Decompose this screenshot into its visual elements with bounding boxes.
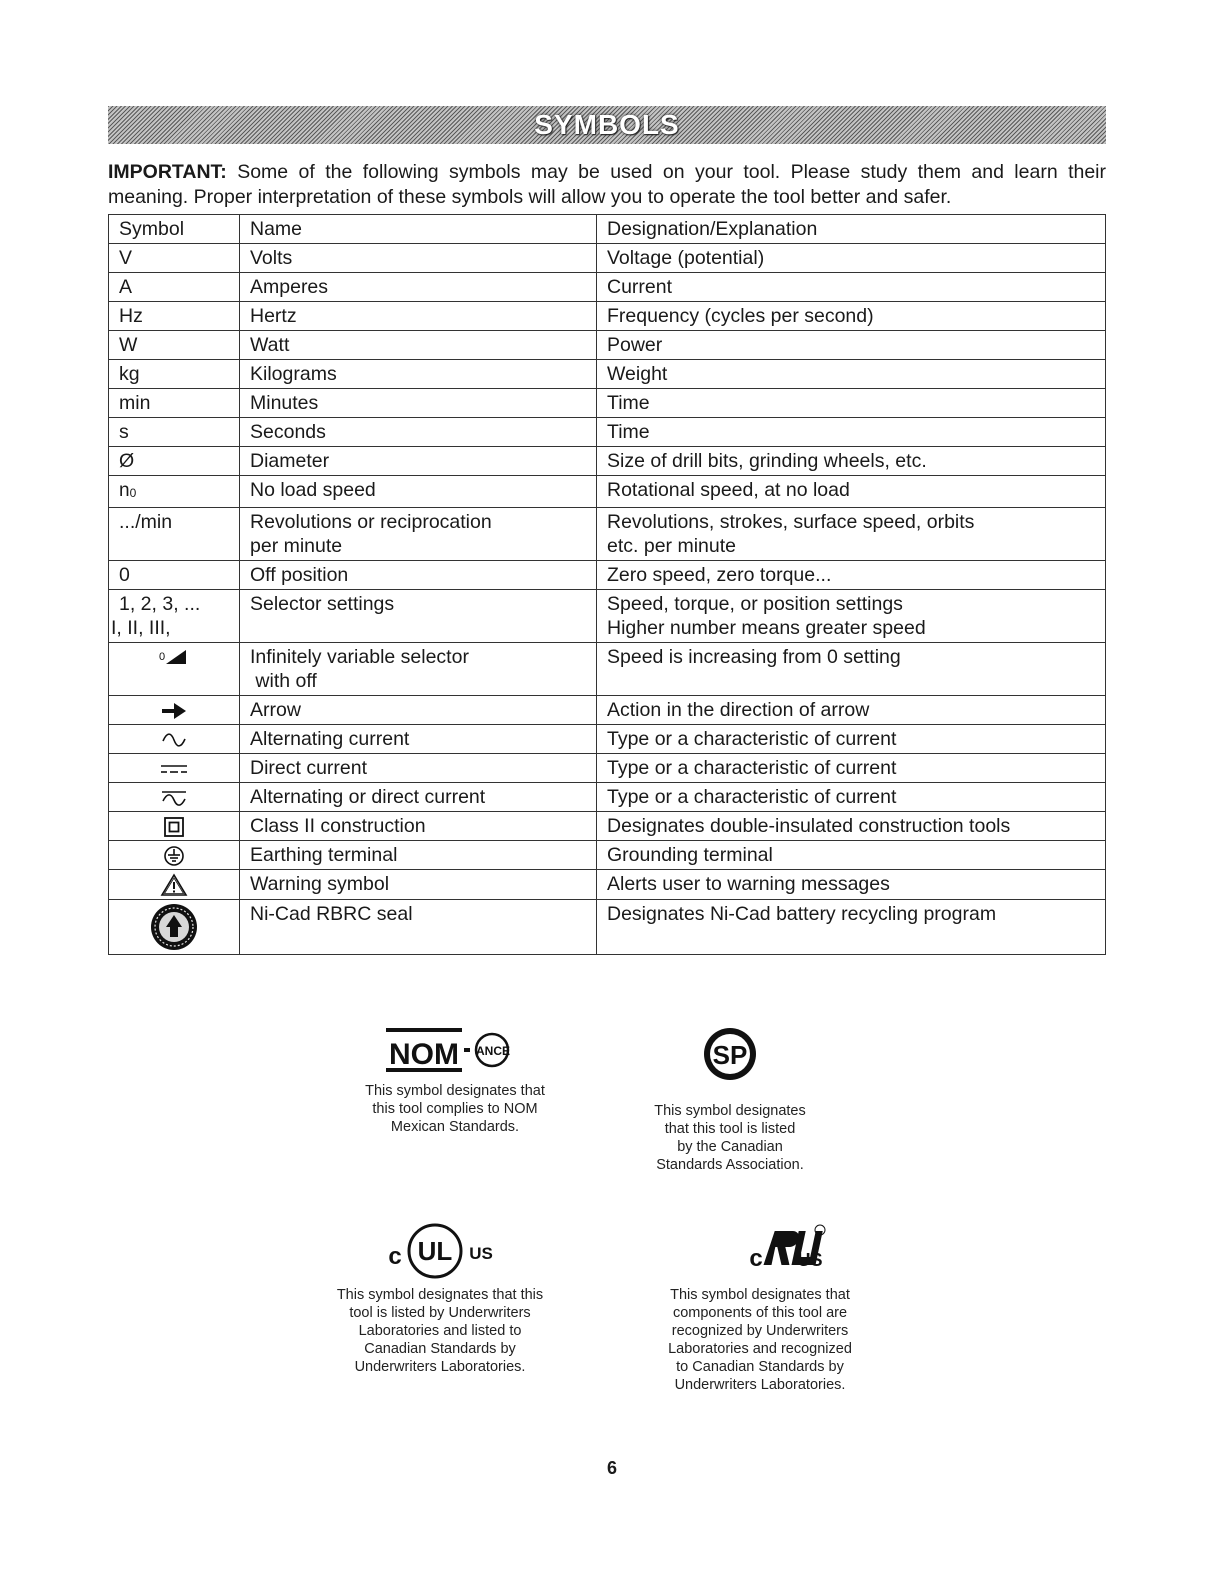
name-cell: Seconds xyxy=(240,418,597,447)
warning-icon xyxy=(160,873,188,897)
symbol-cell: kg xyxy=(109,360,240,389)
arrow-icon xyxy=(160,702,188,720)
name-cell: Kilograms xyxy=(240,360,597,389)
cru-line: Underwriters Laboratories. xyxy=(674,1377,846,1393)
name-cell: No load speed xyxy=(240,476,597,508)
nom-line: Mexican Standards. xyxy=(390,1119,520,1135)
cru-c-text: c xyxy=(749,1245,763,1272)
symbol-cell: Hz xyxy=(109,302,240,331)
designation-cell xyxy=(597,590,1106,643)
designation-line: Higher number means greater speed xyxy=(607,617,926,639)
symbol-cell xyxy=(109,696,240,725)
table-row xyxy=(109,476,1106,508)
table-row xyxy=(109,899,1106,954)
cul-line: Canadian Standards by xyxy=(364,1341,516,1357)
name-cell: Ni-Cad RBRC seal xyxy=(240,899,597,954)
nom-line: this tool complies to NOM xyxy=(372,1101,538,1117)
symbol-cell xyxy=(109,590,240,643)
cul-us-logo xyxy=(375,1222,505,1280)
cru-line: components of this tool are xyxy=(672,1305,848,1321)
symbol-cell xyxy=(109,643,240,696)
table-row xyxy=(109,870,1106,900)
table-row xyxy=(109,812,1106,841)
table-row xyxy=(109,447,1106,476)
class-ii-icon xyxy=(163,816,185,838)
rbrc-seal-icon xyxy=(147,902,201,952)
table-row xyxy=(109,696,1106,725)
table-row xyxy=(109,331,1106,360)
csa-line: Standards Association. xyxy=(656,1157,804,1173)
table-row xyxy=(109,418,1106,447)
cul-us-text: US xyxy=(469,1244,493,1263)
table-row xyxy=(109,244,1106,273)
symbol-cell xyxy=(109,783,240,812)
designation-line: etc. per minute xyxy=(607,535,736,557)
name-line: per minute xyxy=(250,535,343,557)
designation-cell: Type or a characteristic of current xyxy=(597,783,1106,812)
table-row xyxy=(109,302,1106,331)
designation-line: Revolutions, strokes, surface speed, orbits xyxy=(607,511,975,533)
designation-cell: Designates double-insulated construction tools xyxy=(597,812,1106,841)
designation-cell: Time xyxy=(597,389,1106,418)
designation-line: Speed, torque, or position settings xyxy=(607,593,903,615)
designation-cell: Alerts user to warning messages xyxy=(597,870,1106,900)
designation-cell: Current xyxy=(597,273,1106,302)
cru-line: to Canadian Standards by xyxy=(676,1359,844,1375)
name-cell: Class II construction xyxy=(240,812,597,841)
cul-line: Underwriters Laboratories. xyxy=(354,1359,526,1375)
cul-c-text: c xyxy=(388,1243,402,1270)
symbol-cell xyxy=(109,899,240,954)
cul-line: This symbol designates that this xyxy=(336,1287,544,1303)
page-number: 6 xyxy=(606,1458,617,1478)
name-line: with off xyxy=(250,670,317,692)
name-cell: Volts xyxy=(240,244,597,273)
symbol-cell xyxy=(109,841,240,870)
cru-us-cert xyxy=(630,1222,890,1394)
name-cell: Hertz xyxy=(240,302,597,331)
table-row xyxy=(109,561,1106,590)
nom-line: This symbol designates that xyxy=(365,1083,545,1099)
header-name: Name xyxy=(240,215,597,244)
designation-cell: Designates Ni-Cad battery recycling program xyxy=(597,899,1106,954)
cru-line: recognized by Underwriters xyxy=(671,1323,849,1339)
cru-us-text: US xyxy=(797,1250,823,1270)
cru-line: Laboratories and recognized xyxy=(668,1341,852,1357)
name-cell: Alternating or direct current xyxy=(240,783,597,812)
csa-line: This symbol designates xyxy=(654,1103,806,1119)
cul-us-cert xyxy=(310,1222,570,1376)
nom-ance-logo xyxy=(380,1026,530,1074)
designation-cell: Weight xyxy=(597,360,1106,389)
designation-cell xyxy=(597,508,1106,561)
cul-ul-text: UL xyxy=(417,1236,453,1266)
csa-line: by the Canadian xyxy=(677,1139,783,1155)
table-row xyxy=(109,389,1106,418)
symbol-cell: s xyxy=(109,418,240,447)
table-row xyxy=(109,590,1106,643)
name-line: Infinitely variable selector xyxy=(250,646,469,668)
name-cell: Earthing terminal xyxy=(240,841,597,870)
cul-line: tool is listed by Underwriters xyxy=(349,1305,531,1321)
name-cell: Off position xyxy=(240,561,597,590)
name-cell: Selector settings xyxy=(240,590,597,643)
designation-cell: Grounding terminal xyxy=(597,841,1106,870)
symbol-cell: .../min xyxy=(109,508,240,561)
name-cell: Direct current xyxy=(240,754,597,783)
designation-cell: Size of drill bits, grinding wheels, etc. xyxy=(597,447,1106,476)
no-load-n: n xyxy=(119,480,130,501)
no-load-sub: 0 xyxy=(129,486,137,500)
csa-logo-text: SP xyxy=(712,1040,748,1070)
designation-cell: Type or a characteristic of current xyxy=(597,725,1106,754)
symbol-cell: Ø xyxy=(109,447,240,476)
symbol-cell xyxy=(109,754,240,783)
name-cell xyxy=(240,508,597,561)
name-line: Revolutions or reciprocation xyxy=(250,511,492,533)
ur-recognized-logo xyxy=(690,1222,830,1280)
alternating-current-icon xyxy=(160,731,188,749)
header-designation: Designation/Explanation xyxy=(597,215,1106,244)
designation-cell: Zero speed, zero torque... xyxy=(597,561,1106,590)
intro-paragraph xyxy=(108,160,1106,210)
symbol-cell: W xyxy=(109,331,240,360)
section-banner xyxy=(108,106,1106,144)
symbols-table xyxy=(108,214,1106,955)
nom-logo-text: NOM xyxy=(389,1038,459,1071)
designation-cell: Voltage (potential) xyxy=(597,244,1106,273)
symbol-cell xyxy=(109,870,240,900)
cul-line: Laboratories and listed to xyxy=(358,1323,522,1339)
header-symbol: Symbol xyxy=(109,215,240,244)
variable-selector-icon xyxy=(159,648,189,668)
table-row xyxy=(109,841,1106,870)
name-cell: Watt xyxy=(240,331,597,360)
table-row xyxy=(109,754,1106,783)
earthing-icon xyxy=(163,845,185,867)
designation-cell: Action in the direction of arrow xyxy=(597,696,1106,725)
csa-line: that this tool is listed xyxy=(664,1121,796,1137)
nom-cert xyxy=(330,1026,580,1136)
designation-cell: Type or a characteristic of current xyxy=(597,754,1106,783)
csa-logo xyxy=(702,1026,758,1082)
symbol-cell: 0 xyxy=(109,561,240,590)
symbol-cell xyxy=(109,725,240,754)
name-cell: Diameter xyxy=(240,447,597,476)
name-cell: Minutes xyxy=(240,389,597,418)
designation-cell: Rotational speed, at no load xyxy=(597,476,1106,508)
symbol-cell xyxy=(109,812,240,841)
table-row xyxy=(109,273,1106,302)
table-row xyxy=(109,360,1106,389)
csa-cert xyxy=(630,1026,830,1174)
section-title: SYMBOLS xyxy=(534,109,680,140)
symbol-line: 1, 2, 3, ... xyxy=(119,593,201,615)
name-cell: Alternating current xyxy=(240,725,597,754)
ance-logo-text: ANCE xyxy=(475,1044,511,1058)
variable-selector-zero: 0 xyxy=(159,650,166,663)
symbol-line: I, II, III, xyxy=(111,617,171,639)
symbol-cell: min xyxy=(109,389,240,418)
cru-line: This symbol designates that xyxy=(670,1287,850,1303)
important-label: IMPORTANT: xyxy=(108,161,227,183)
table-row xyxy=(109,643,1106,696)
table-row xyxy=(109,725,1106,754)
name-cell xyxy=(240,643,597,696)
table-header-row xyxy=(109,215,1106,244)
table-row xyxy=(109,783,1106,812)
designation-cell: Power xyxy=(597,331,1106,360)
symbol-cell: V xyxy=(109,244,240,273)
name-cell: Arrow xyxy=(240,696,597,725)
symbol-cell xyxy=(109,476,240,508)
table-row xyxy=(109,508,1106,561)
designation-cell: Speed is increasing from 0 setting xyxy=(597,643,1106,696)
name-cell: Warning symbol xyxy=(240,870,597,900)
direct-current-icon xyxy=(159,760,189,778)
symbol-cell: A xyxy=(109,273,240,302)
ac-dc-icon xyxy=(159,788,189,808)
designation-cell: Frequency (cycles per second) xyxy=(597,302,1106,331)
name-cell: Amperes xyxy=(240,273,597,302)
intro-text: Some of the following symbols may be used on your tool. Please study them and learn their meaning. Proper interpretation of these symbols will allow you to operate the tool better and safer. xyxy=(108,161,1107,208)
designation-cell: Time xyxy=(597,418,1106,447)
